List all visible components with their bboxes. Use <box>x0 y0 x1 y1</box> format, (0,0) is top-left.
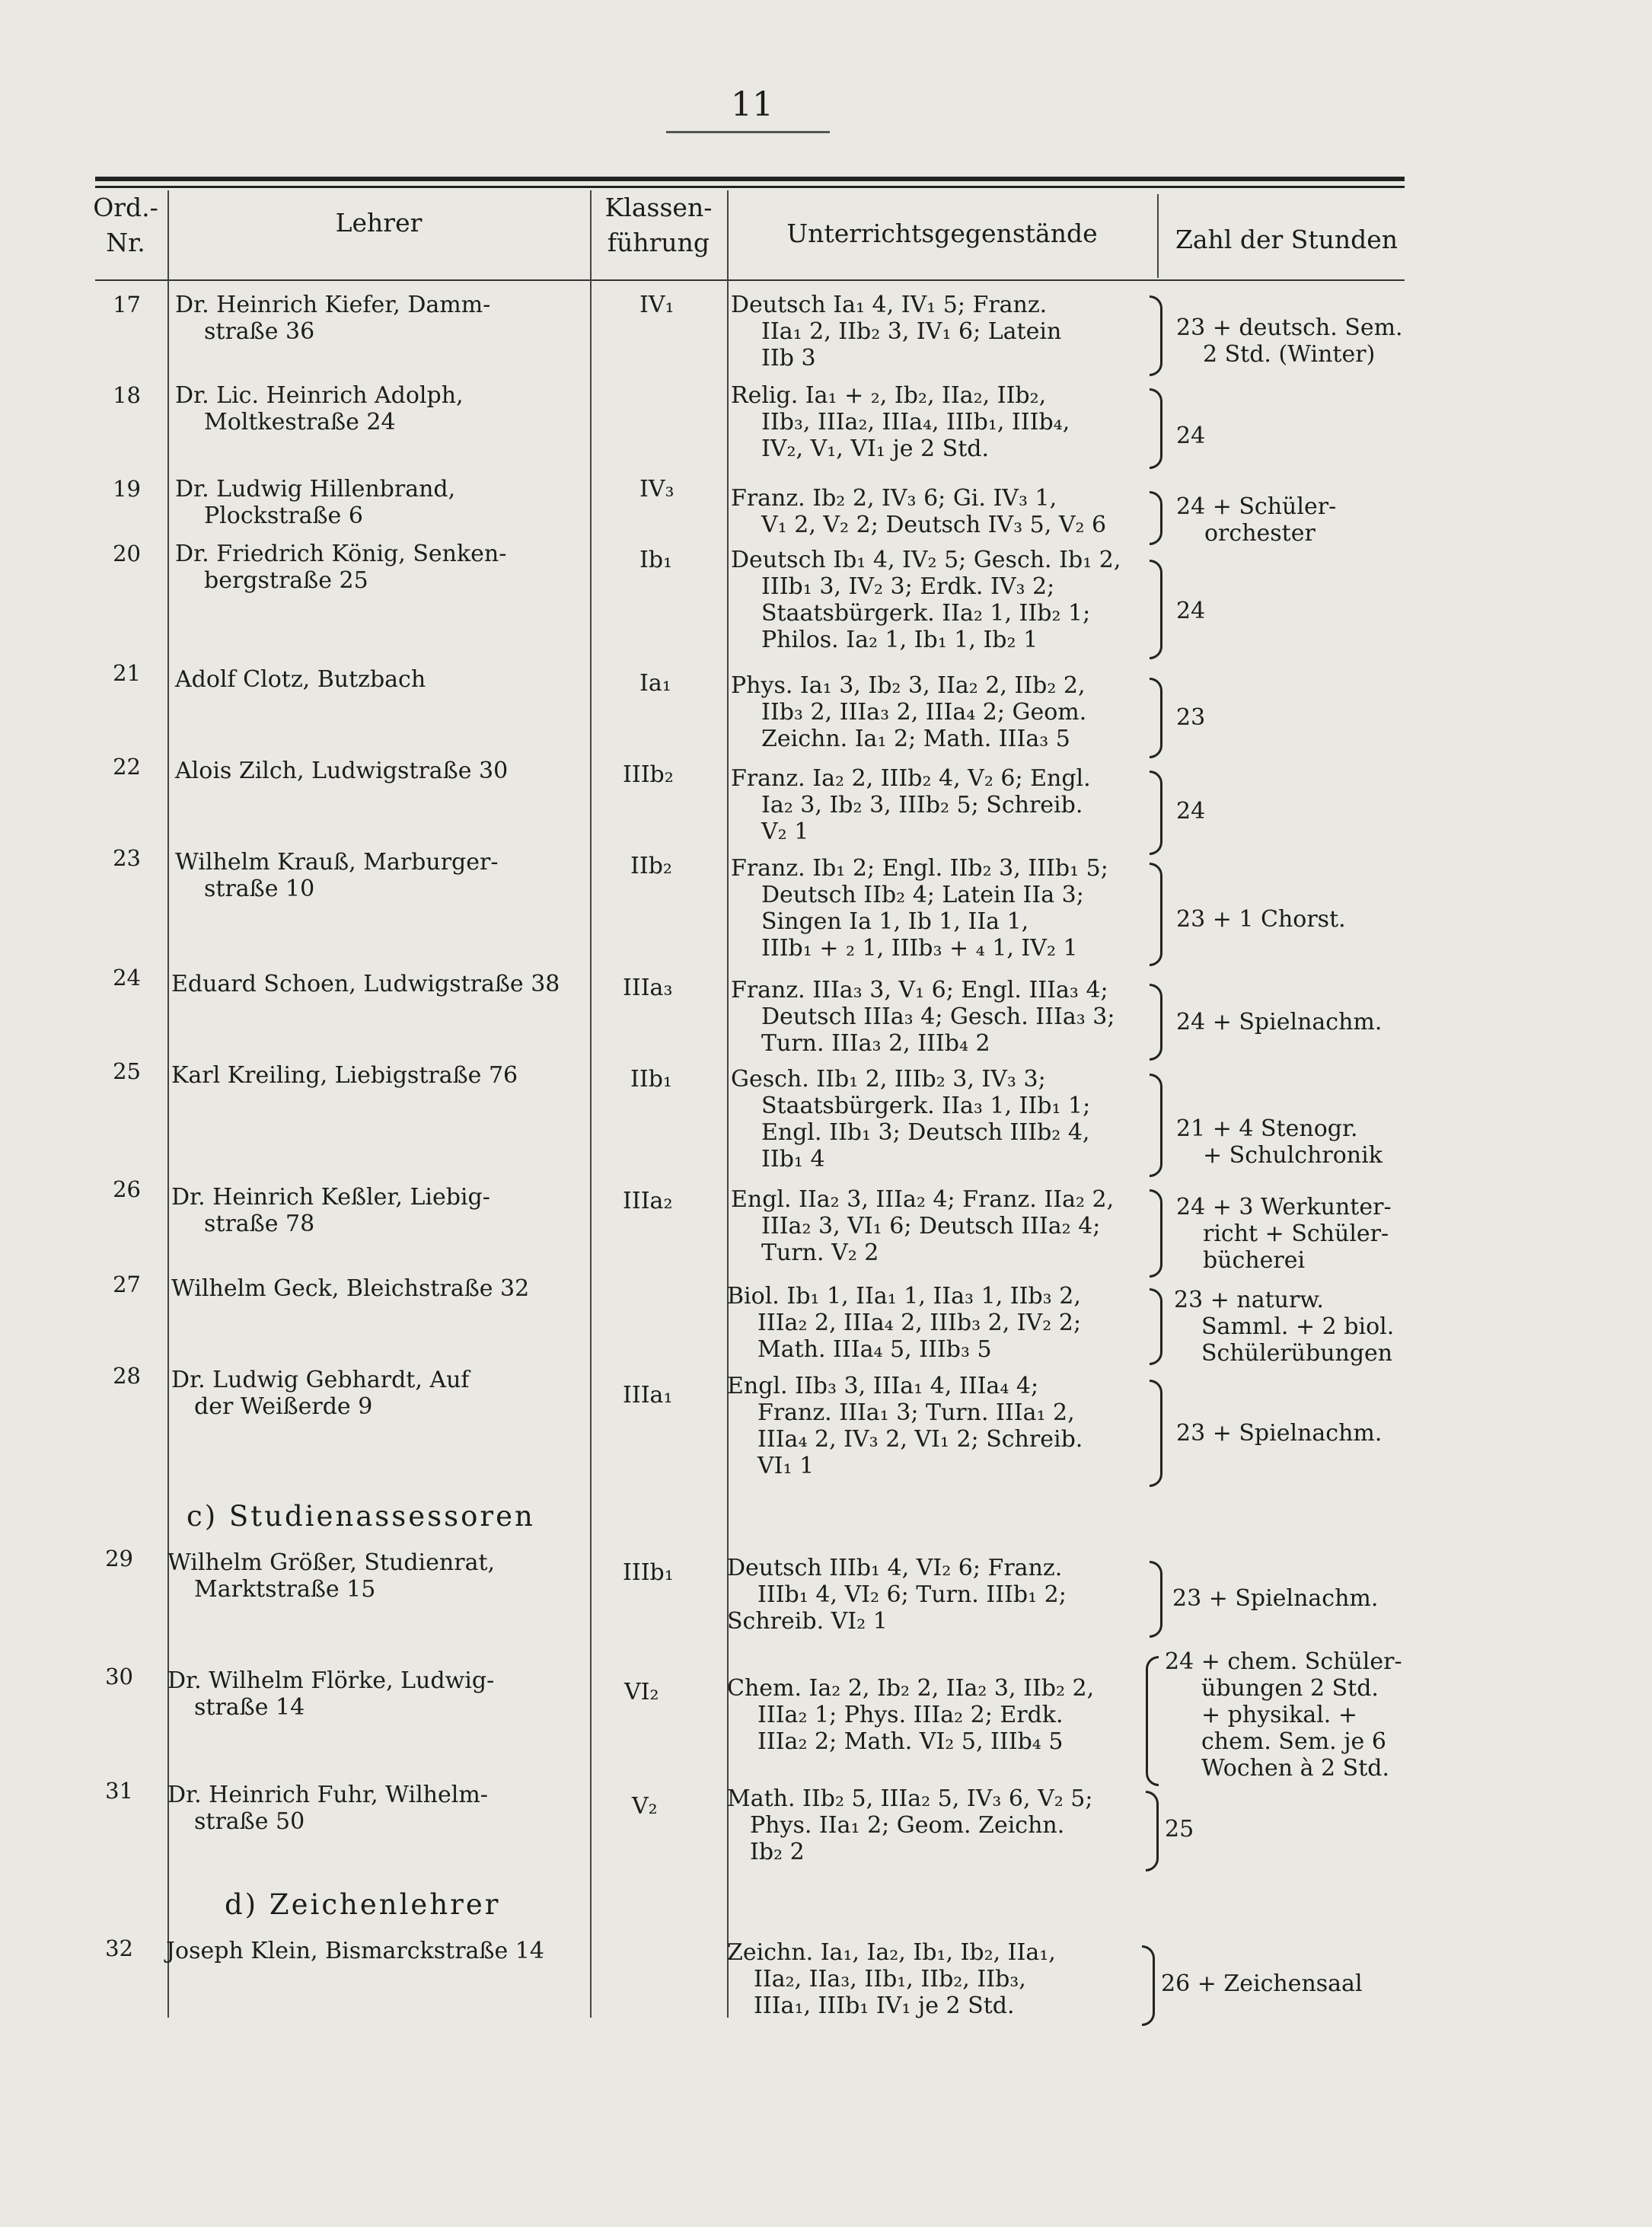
header-ordnr <box>88 190 164 260</box>
column-divider <box>727 190 729 2018</box>
hours-line: + Schulchronik <box>1203 1142 1383 1169</box>
class-cell: IIb₂ <box>630 853 672 879</box>
subject-line: Engl. IIa₂ 3, IIIa₂ 4; Franz. IIa₂ 2, <box>731 1186 1115 1213</box>
subject-line: Philos. Ia₂ 1, Ib₁ 1, Ib₂ 1 <box>761 627 1038 653</box>
bracket <box>1150 1189 1162 1278</box>
row-number: 19 <box>113 476 141 502</box>
page-number: 11 <box>731 85 773 124</box>
hours-line: 25 <box>1165 1816 1194 1843</box>
hours-line: Schülerübungen <box>1201 1340 1393 1367</box>
subject-line: IIa₁ 2, IIb₂ 3, IV₁ 6; Latein <box>761 318 1062 345</box>
row-number: 23 <box>113 845 141 871</box>
header-hours: Zahl der Stunden <box>1175 225 1398 254</box>
subject-line: IIIa₂ 2, IIIa₄ 2, IIIb₃ 2, IV₂ 2; <box>757 1310 1082 1336</box>
teacher-line: Wilhelm Geck, Bleichstraße 32 <box>171 1275 530 1302</box>
row-number: 24 <box>113 965 141 991</box>
row-number: 22 <box>113 754 141 780</box>
row-number: 31 <box>105 1778 133 1804</box>
class-cell: IIIb₂ <box>623 761 674 788</box>
row-number: 27 <box>113 1271 141 1297</box>
bracket <box>1150 1561 1162 1638</box>
bracket <box>1150 1074 1162 1177</box>
subject-line: Engl. IIb₃ 3, IIIa₁ 4, IIIa₄ 4; <box>727 1373 1039 1399</box>
teacher-line: straße 78 <box>204 1211 315 1237</box>
hours-line: + physikal. + <box>1201 1702 1358 1728</box>
hours-line: 24 + 3 Werkunter- <box>1176 1194 1392 1220</box>
row-number: 25 <box>113 1058 141 1084</box>
subject-line: Math. IIIa₄ 5, IIIb₃ 5 <box>757 1336 992 1363</box>
header-subjects: Unterrichtsgegenstände <box>786 219 1098 248</box>
teacher-line: Dr. Friedrich König, Senken- <box>175 541 507 567</box>
subject-line: IIIb₁ 3, IV₂ 3; Erdk. IV₃ 2; <box>761 573 1055 600</box>
class-cell: IIIb₁ <box>623 1559 674 1586</box>
subject-line: IIb₁ 4 <box>761 1146 825 1173</box>
hours-line: richt + Schüler- <box>1203 1220 1389 1247</box>
row-number: 28 <box>113 1363 141 1389</box>
subject-line: Staatsbürgerk. IIa₃ 1, IIb₁ 1; <box>761 1093 1091 1119</box>
teacher-line: der Weißerde 9 <box>194 1393 373 1420</box>
subject-line: Deutsch Ib₁ 4, IV₂ 5; Gesch. Ib₁ 2, <box>731 547 1121 573</box>
subject-line: IIIa₂ 1; Phys. IIIa₂ 2; Erdk. <box>757 1702 1064 1728</box>
subject-line: Deutsch IIIb₁ 4, VI₂ 6; Franz. <box>727 1555 1063 1581</box>
hours-line: 23 + Spielnachm. <box>1172 1585 1379 1612</box>
teacher-line: Dr. Ludwig Gebhardt, Auf <box>171 1367 470 1393</box>
bracket <box>1150 678 1162 758</box>
class-cell: IIIa₁ <box>623 1382 673 1409</box>
subject-line: IIIa₁, IIIb₁ IV₁ je 2 Std. <box>754 1992 1015 2019</box>
subject-line: IIIa₂ 3, VI₁ 6; Deutsch IIIa₂ 4; <box>761 1213 1101 1240</box>
teacher-line: Wilhelm Krauß, Marburger- <box>175 849 499 876</box>
hours-line: 24 <box>1176 598 1206 624</box>
subject-line: Turn. V₂ 2 <box>761 1240 879 1266</box>
subject-line: IIIa₂ 2; Math. VI₂ 5, IIIb₄ 5 <box>757 1728 1064 1755</box>
hours-line: 24 + Schüler- <box>1176 493 1337 520</box>
hours-line: 24 <box>1176 798 1206 825</box>
bracket <box>1150 984 1162 1061</box>
header-class-line2: führung <box>607 228 710 257</box>
class-cell: IIIa₂ <box>623 1188 673 1214</box>
bracket <box>1142 1945 1155 2026</box>
teacher-line: Karl Kreiling, Liebigstraße 76 <box>171 1062 518 1089</box>
teacher-line: Dr. Lic. Heinrich Adolph, <box>175 382 464 409</box>
subject-line: Franz. Ib₂ 2, IV₃ 6; Gi. IV₃ 1, <box>731 485 1057 512</box>
subject-line: Franz. IIIa₃ 3, V₁ 6; Engl. IIIa₃ 4; <box>731 977 1108 1003</box>
teacher-line: Joseph Klein, Bismarckstraße 14 <box>166 1938 544 1964</box>
hours-line: 23 + naturw. <box>1174 1287 1324 1313</box>
class-cell: V₂ <box>632 1793 658 1820</box>
subject-line: Ia₂ 3, Ib₂ 3, IIIb₂ 5; Schreib. <box>761 792 1083 818</box>
header-class <box>594 190 723 260</box>
row-number: 26 <box>113 1176 141 1202</box>
subject-line: IIIb₁ 4, VI₂ 6; Turn. IIIb₁ 2; <box>757 1581 1067 1608</box>
header-class-line1: Klassen- <box>604 193 713 222</box>
bracket <box>1146 1791 1159 1871</box>
header-bottom-rule <box>95 279 1405 281</box>
subject-line: Franz. IIIa₁ 3; Turn. IIIa₁ 2, <box>757 1399 1075 1426</box>
subject-line: Deutsch IIIa₃ 4; Gesch. IIIa₃ 3; <box>761 1003 1115 1030</box>
hours-line: 23 + 1 Chorst. <box>1176 906 1346 933</box>
bracket <box>1150 560 1162 659</box>
subject-line: Franz. Ib₁ 2; Engl. IIb₂ 3, IIIb₁ 5; <box>731 855 1108 882</box>
hours-line: chem. Sem. je 6 <box>1201 1728 1386 1755</box>
teacher-line: straße 36 <box>204 318 315 345</box>
class-cell: IIIa₃ <box>623 975 673 1001</box>
class-cell: Ia₁ <box>639 670 671 697</box>
hours-line: übungen 2 Std. <box>1201 1675 1379 1702</box>
table-top-rule <box>95 177 1405 181</box>
hours-line: 26 + Zeichensaal <box>1161 1970 1363 1997</box>
column-divider <box>1157 194 1159 278</box>
bracket <box>1150 388 1162 469</box>
column-divider <box>590 190 592 2018</box>
subject-line: Biol. Ib₁ 1, IIa₁ 1, IIa₃ 1, IIb₃ 2, <box>727 1283 1081 1310</box>
subject-line: VI₁ 1 <box>757 1453 815 1479</box>
hours-line: orchester <box>1204 520 1316 547</box>
subject-line: IIb₃, IIIa₂, IIIa₄, IIIb₁, IIIb₄, <box>761 409 1070 436</box>
subject-line: V₁ 2, V₂ 2; Deutsch IV₃ 5, V₂ 6 <box>761 512 1107 538</box>
subject-line: IIa₂, IIa₃, IIb₁, IIb₂, IIb₃, <box>754 1966 1026 1992</box>
subject-line: Gesch. IIb₁ 2, IIIb₂ 3, IV₃ 3; <box>731 1066 1046 1093</box>
bracket <box>1150 863 1162 966</box>
subject-line: IIb₃ 2, IIIa₃ 2, IIIa₄ 2; Geom. <box>761 699 1087 726</box>
teacher-line: Wilhelm Größer, Studienrat, <box>167 1549 496 1576</box>
subject-line: IIb 3 <box>761 345 816 372</box>
teacher-line: straße 10 <box>204 876 315 902</box>
section-heading-c: c) Studienassessoren <box>187 1500 535 1533</box>
teacher-line: Dr. Ludwig Hillenbrand, <box>175 476 456 503</box>
header-teacher: Lehrer <box>335 208 423 238</box>
header-ordnr-line1: Ord.- <box>93 193 158 222</box>
subject-line: Zeichn. Ia₁ 2; Math. IIIa₃ 5 <box>761 726 1070 752</box>
subject-line: IV₂, V₁, VI₁ je 2 Std. <box>761 436 990 462</box>
subject-line: Singen Ia 1, Ib 1, IIa 1, <box>761 908 1029 935</box>
subject-line: Turn. IIIa₃ 2, IIIb₄ 2 <box>761 1030 990 1057</box>
teacher-line: Eduard Schoen, Ludwigstraße 38 <box>171 971 560 997</box>
subject-line: Phys. Ia₁ 3, Ib₂ 3, IIa₂ 2, IIb₂ 2, <box>731 672 1086 699</box>
bracket <box>1150 1380 1162 1487</box>
subject-line: Deutsch IIb₂ 4; Latein IIa 3; <box>761 882 1084 908</box>
teacher-line: bergstraße 25 <box>204 567 368 594</box>
teacher-line: Moltkestraße 24 <box>204 409 396 436</box>
bracket <box>1146 1656 1159 1786</box>
subject-line: Relig. Ia₁ + ₂, Ib₂, IIa₂, IIb₂, <box>731 382 1047 409</box>
teacher-line: Dr. Heinrich Kiefer, Damm- <box>175 292 491 318</box>
row-number: 18 <box>113 382 141 408</box>
subject-line: V₂ 1 <box>761 818 809 845</box>
teacher-line: straße 14 <box>194 1694 305 1721</box>
row-number: 17 <box>113 292 141 317</box>
subject-line: Franz. Ia₂ 2, IIIb₂ 4, V₂ 6; Engl. <box>731 765 1091 792</box>
subject-line: Chem. Ia₂ 2, Ib₂ 2, IIa₂ 3, IIb₂ 2, <box>727 1675 1095 1702</box>
subject-line: Staatsbürgerk. IIa₂ 1, IIb₂ 1; <box>761 600 1091 627</box>
header-ordnr-line2: Nr. <box>106 228 145 257</box>
section-heading-d: d) Zeichenlehrer <box>225 1888 501 1921</box>
hours-line: 23 <box>1176 704 1206 731</box>
hours-line: Wochen à 2 Std. <box>1201 1755 1389 1782</box>
subject-line: IIIb₁ + ₂ 1, IIIb₃ + ₄ 1, IV₂ 1 <box>761 935 1078 962</box>
bracket <box>1150 1288 1162 1365</box>
subject-line: Engl. IIb₁ 3; Deutsch IIIb₂ 4, <box>761 1119 1090 1146</box>
teacher-line: Plockstraße 6 <box>204 503 363 529</box>
bracket <box>1150 295 1162 376</box>
class-cell: IV₃ <box>639 476 675 503</box>
page-number-rule <box>666 131 830 133</box>
hours-line: 24 + chem. Schüler- <box>1165 1648 1402 1675</box>
row-number: 21 <box>113 660 141 686</box>
hours-line: 23 + deutsch. Sem. <box>1176 314 1403 341</box>
teacher-line: Alois Zilch, Ludwigstraße 30 <box>175 758 509 784</box>
subject-line: Deutsch Ia₁ 4, IV₁ 5; Franz. <box>731 292 1048 318</box>
bracket <box>1150 491 1162 545</box>
hours-line: 21 + 4 Stenogr. <box>1176 1115 1358 1142</box>
subject-line: IIIa₄ 2, IV₃ 2, VI₁ 2; Schreib. <box>757 1426 1083 1453</box>
subject-line: Ib₂ 2 <box>750 1839 805 1865</box>
teacher-line: Dr. Wilhelm Flörke, Ludwig- <box>167 1667 495 1694</box>
subject-line: Schreib. VI₂ 1 <box>727 1608 888 1635</box>
subject-line: Zeichn. Ia₁, Ia₂, Ib₁, Ib₂, IIa₁, <box>727 1939 1056 1966</box>
hours-line: 2 Std. (Winter) <box>1203 341 1376 368</box>
bracket <box>1150 771 1162 855</box>
column-divider <box>167 190 169 2018</box>
row-number: 20 <box>113 541 141 566</box>
class-cell: Ib₁ <box>639 547 673 573</box>
hours-line: Samml. + 2 biol. <box>1201 1313 1395 1340</box>
teacher-line: Dr. Heinrich Fuhr, Wilhelm- <box>167 1782 488 1808</box>
class-cell: IV₁ <box>639 292 675 318</box>
teacher-line: straße 50 <box>194 1808 305 1835</box>
hours-line: bücherei <box>1203 1247 1306 1274</box>
row-number: 29 <box>105 1546 133 1571</box>
row-number: 30 <box>105 1664 133 1689</box>
hours-line: 23 + Spielnachm. <box>1176 1420 1383 1447</box>
teacher-line: Dr. Heinrich Keßler, Liebig- <box>171 1184 490 1211</box>
subject-line: Phys. IIa₁ 2; Geom. Zeichn. <box>750 1812 1065 1839</box>
subject-line: Math. IIb₂ 5, IIIa₂ 5, IV₃ 6, V₂ 5; <box>727 1785 1093 1812</box>
teacher-line: Marktstraße 15 <box>194 1576 376 1603</box>
hours-line: 24 <box>1176 423 1206 449</box>
teacher-line: Adolf Clotz, Butzbach <box>175 666 426 693</box>
row-number: 32 <box>105 1935 133 1961</box>
table-top-rule-thin <box>95 186 1405 188</box>
hours-line: 24 + Spielnachm. <box>1176 1009 1383 1035</box>
class-cell: VI₂ <box>624 1679 659 1705</box>
class-cell: IIb₁ <box>630 1066 672 1093</box>
